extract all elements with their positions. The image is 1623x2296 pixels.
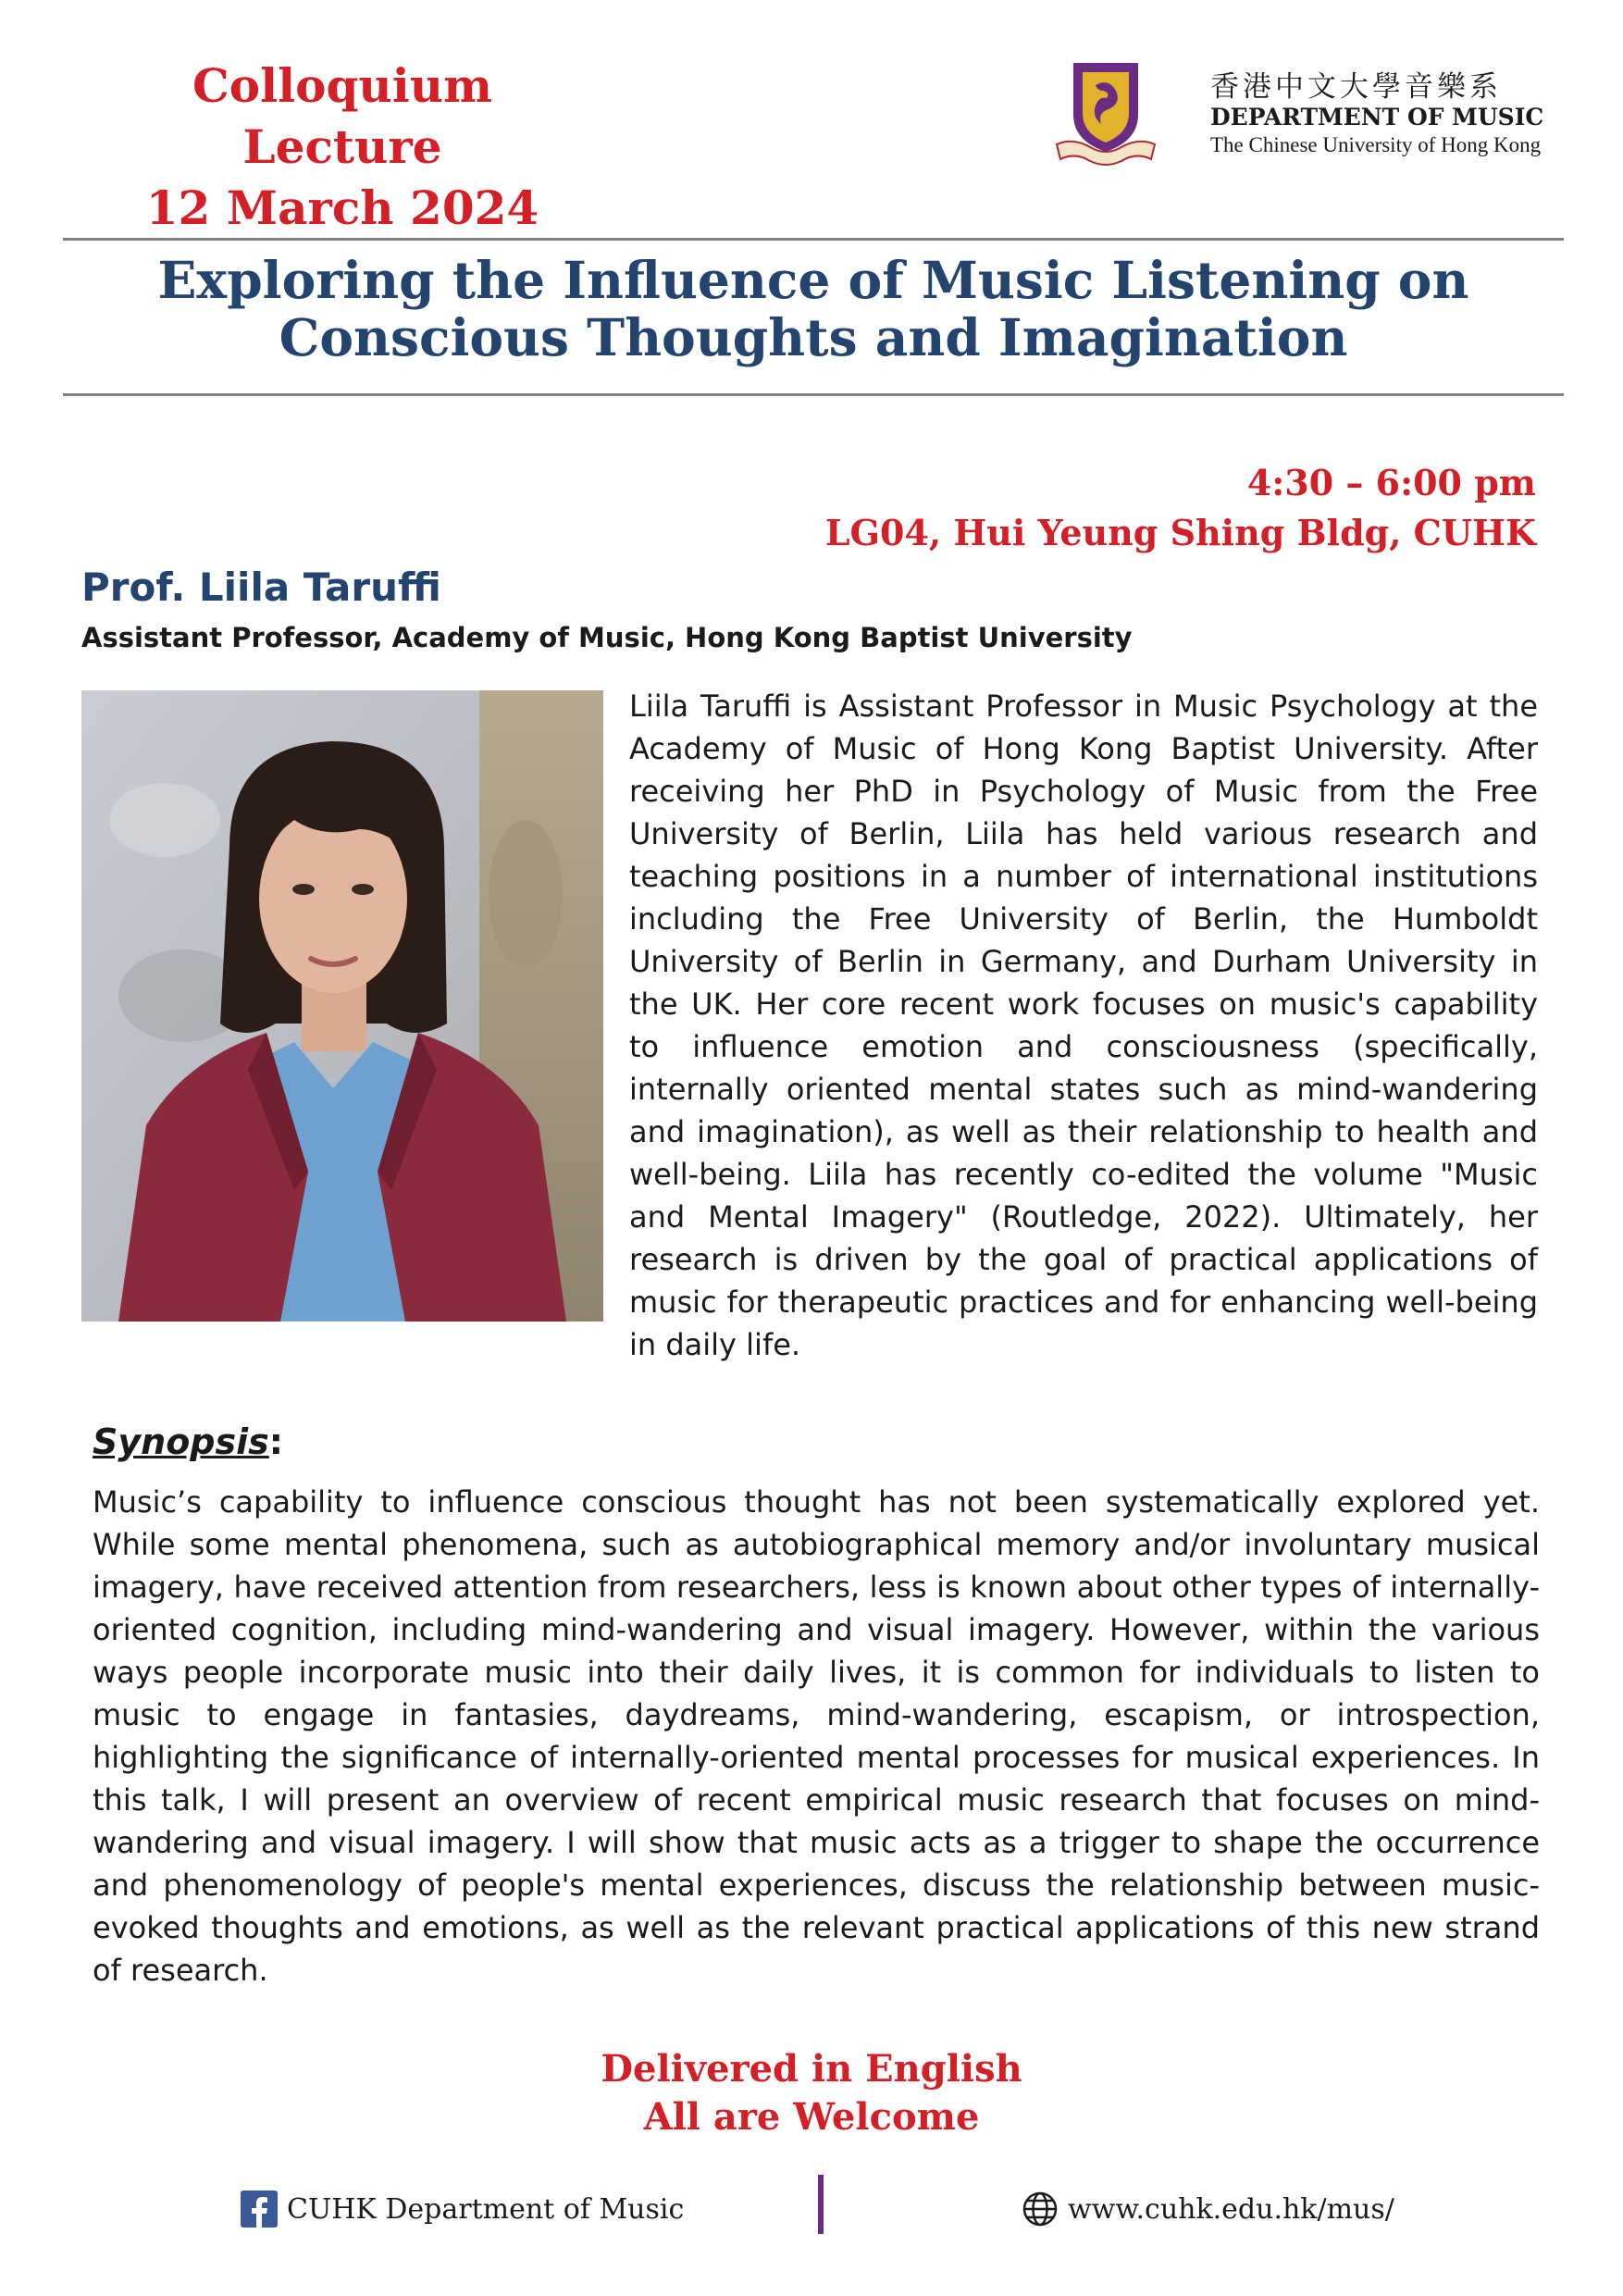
lecture-time: 4:30 – 6:00 pm bbox=[1246, 462, 1536, 503]
website-link[interactable] bbox=[1022, 2186, 1394, 2232]
lecture-title bbox=[63, 252, 1564, 366]
speaker-name: Prof. Liila Taruffi bbox=[81, 565, 441, 610]
bottom-rule bbox=[63, 393, 1564, 396]
event-header bbox=[93, 56, 592, 239]
dept-name: DEPARTMENT OF MUSIC bbox=[1210, 104, 1544, 130]
university-name: The Chinese University of Hong Kong bbox=[1210, 133, 1542, 156]
synopsis-heading bbox=[93, 1421, 283, 1462]
event-date: 12 March 2024 bbox=[145, 180, 539, 235]
event-type: Colloquium Lecture bbox=[192, 58, 493, 174]
facebook-link[interactable] bbox=[241, 2186, 684, 2232]
footer-notes bbox=[0, 2045, 1623, 2141]
facebook-icon bbox=[241, 2191, 278, 2228]
dept-chinese-name: 香港中文大學音樂系 bbox=[1210, 70, 1502, 104]
facebook-label: CUHK Department of Music bbox=[287, 2192, 685, 2226]
speaker-position: Assistant Professor, Academy of Music, Hong Kong Baptist University bbox=[81, 622, 1133, 653]
department-logo bbox=[1055, 59, 1545, 170]
synopsis-colon: : bbox=[268, 1421, 283, 1462]
website-url: www.cuhk.edu.hk/mus/ bbox=[1068, 2192, 1394, 2226]
language-note: Delivered in English bbox=[601, 2047, 1022, 2091]
lecture-venue: LG04, Hui Yeung Shing Bldg, CUHK bbox=[824, 512, 1536, 553]
globe-icon bbox=[1022, 2191, 1059, 2228]
lecture-title-line1: Exploring the Influence of Music Listening on bbox=[157, 250, 1469, 310]
lecture-title-line2: Conscious Thoughts and Imagination bbox=[279, 307, 1348, 367]
cuhk-crest-icon bbox=[1055, 59, 1157, 167]
speaker-bio: Liila Taruffi is Assistant Professor in Music Psychology at the Academy of Music of Hong Kong Baptist University. After receiving her PhD in Psychology of Music from the Free University of Berlin, Liila has held various research and teaching positions in a number of international institutions including the Free University of Berlin, the Humboldt University of Berlin in Germany, and Durham University in the UK. Her core recent work focuses on music's capability to influence emotion and consciousness (specifically, internally oriented mental states such as mind-wandering and imagination), as well as their relationship to health and well-being. Liila has recently co-edited the volume "Music and Mental Imagery" (Routledge, 2022). Ultimately, her research is driven by the goal of practical applications of music for therapeutic practices and for enhancing well-being in daily life. bbox=[629, 689, 1538, 1362]
welcome-note: All are Welcome bbox=[643, 2095, 980, 2139]
time-venue bbox=[825, 458, 1536, 558]
footer-divider bbox=[818, 2175, 824, 2234]
top-rule bbox=[63, 238, 1564, 241]
synopsis-label: Synopsis bbox=[93, 1421, 269, 1462]
synopsis-text: Music’s capability to influence conscious thought has not been systematically explored yet. While some mental phenomena, such as autobiographical memory and/or involuntary musical imagery, have received attention from researchers, less is known about other types of internally-oriented cognition, including mind-wandering and visual imagery. However, within the various ways people incorporate music into their daily lives, it is common for individuals to listen to music to engage in fantasies, daydreams, mind-wandering, escapism, or introspection, highlighting the significance of internally-oriented mental processes for musical experiences. In this talk, I will present an overview of recent empirical music research that focuses on mind-wandering and visual imagery. I will show that music acts as a trigger to shape the occurrence and phenomenology of people's mental experiences, discuss the relationship between music-evoked thoughts and emotions, as well as the relevant practical applications of this new strand of research. bbox=[93, 1484, 1540, 1988]
speaker-photo bbox=[81, 690, 603, 1322]
